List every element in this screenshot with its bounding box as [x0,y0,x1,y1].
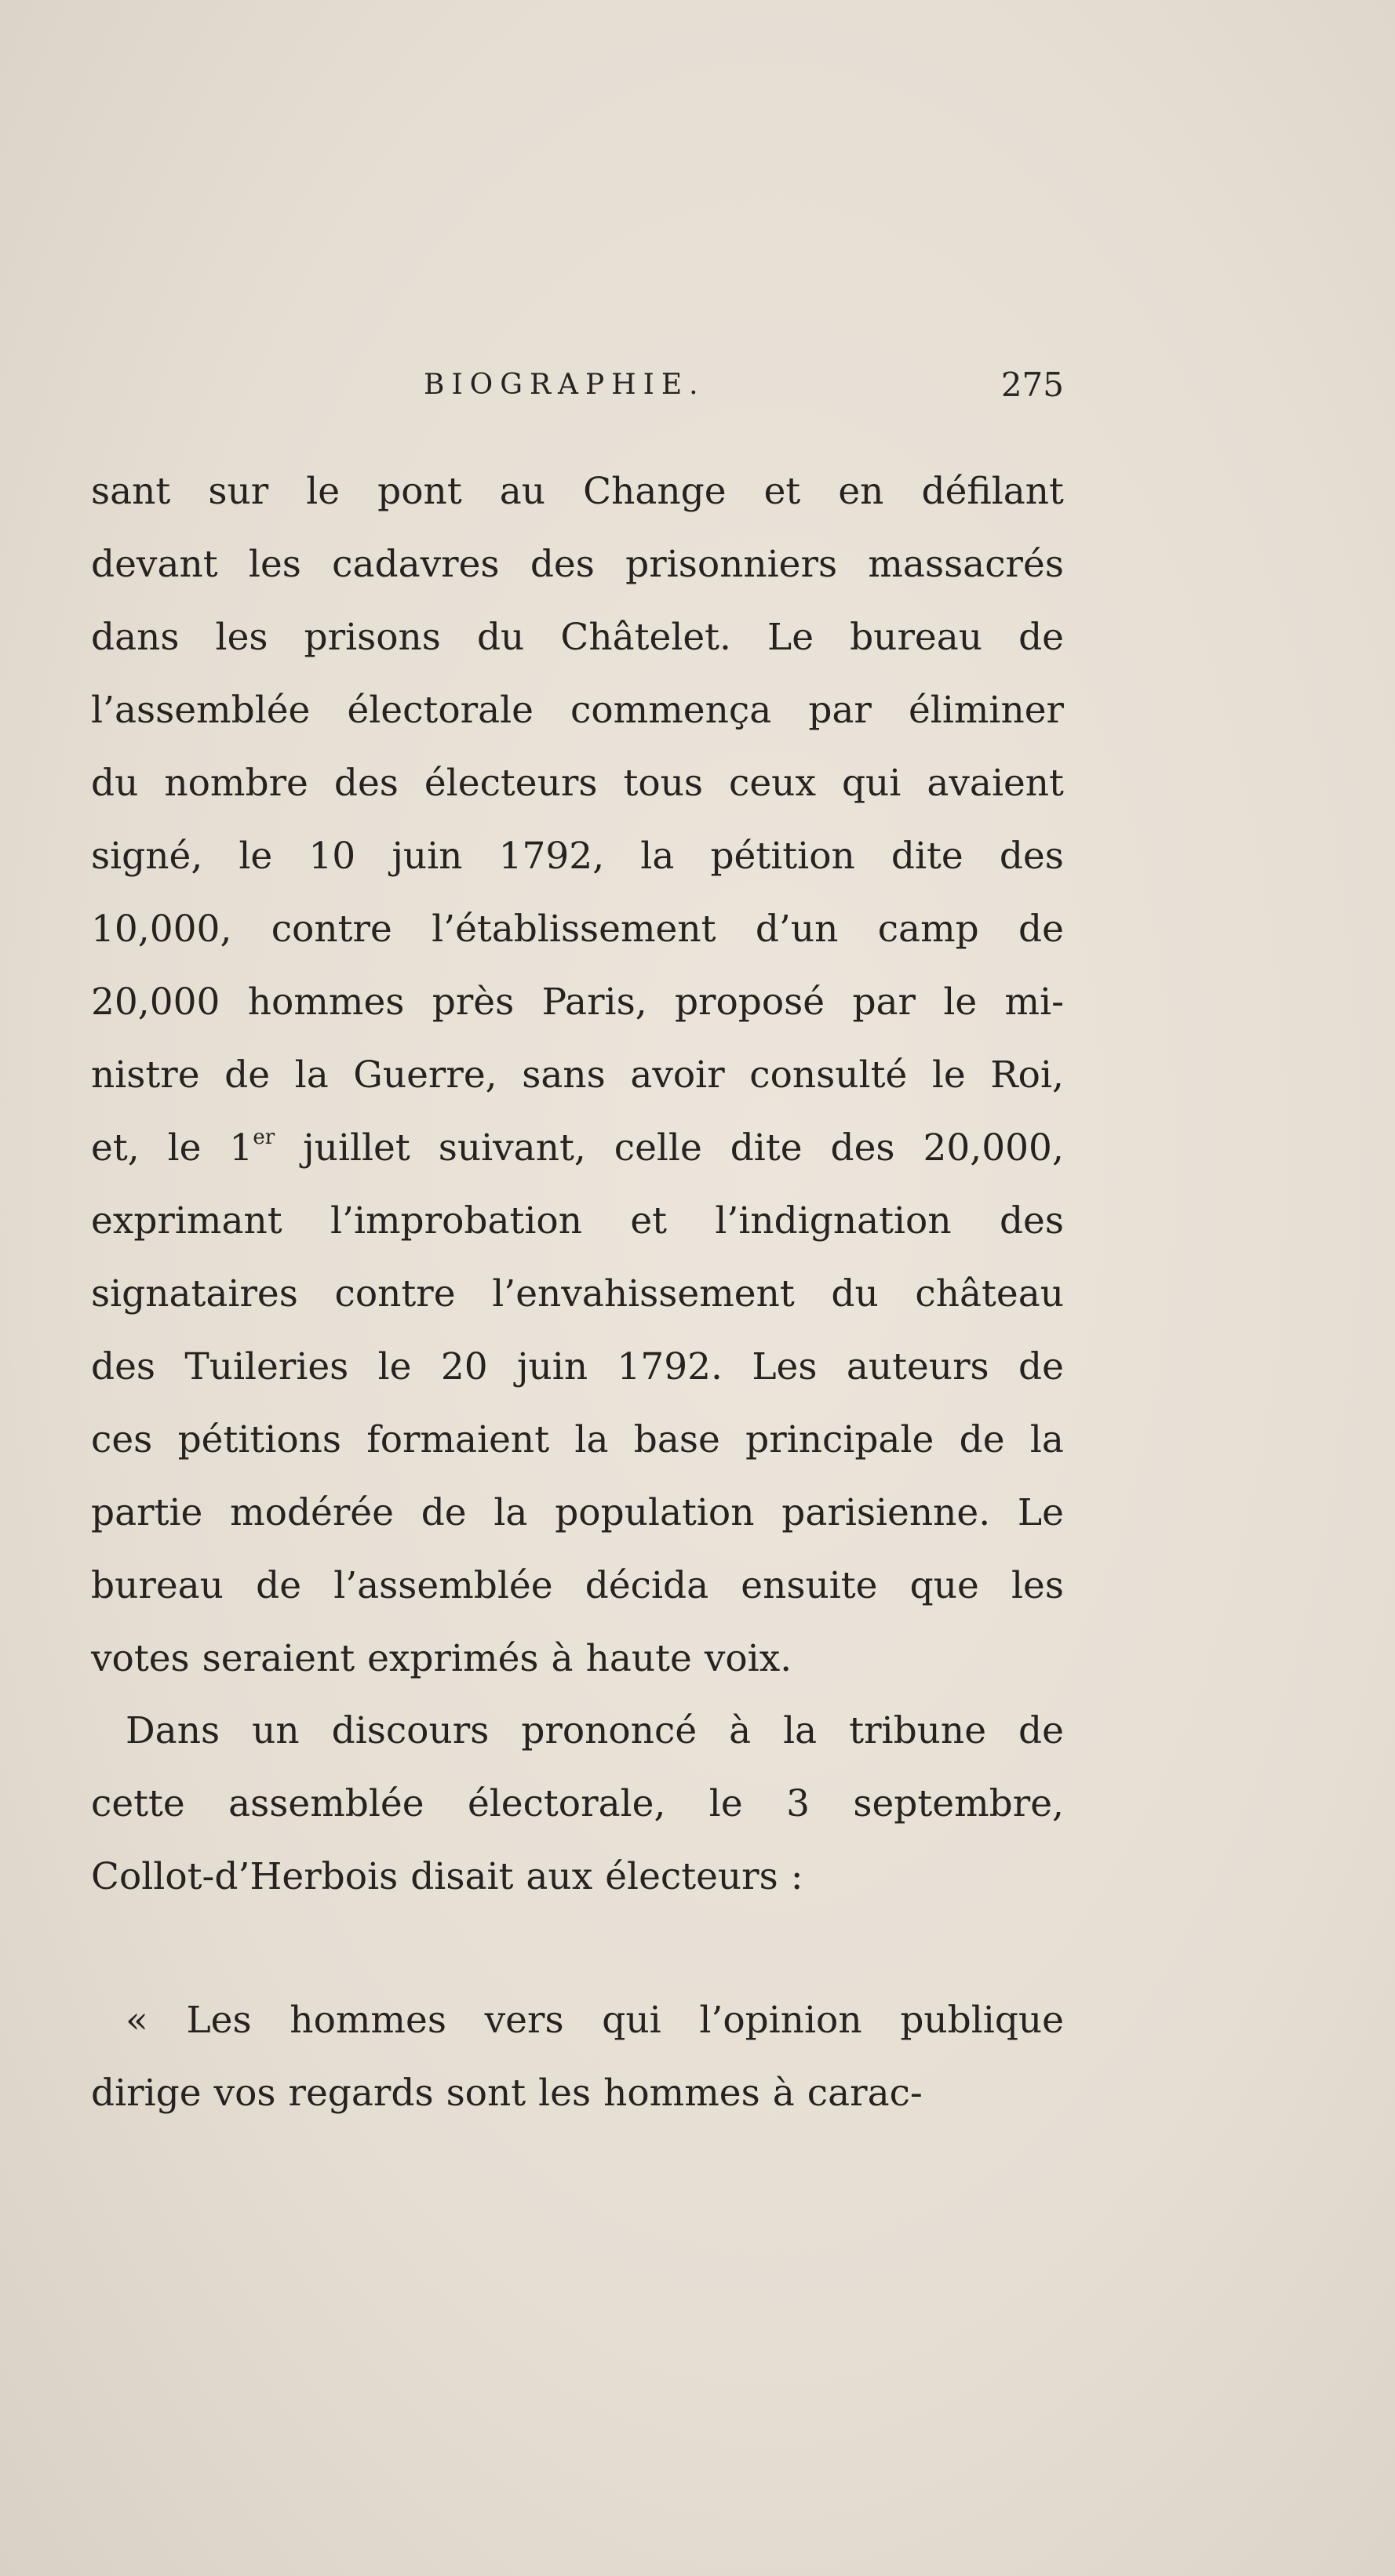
word: juin [516,1345,588,1388]
word: des [333,762,399,805]
word: l’improbation [330,1199,582,1243]
word: regards [288,2072,434,2115]
word: la [574,1418,609,1461]
word: l’indignation [715,1199,952,1243]
word: contre [334,1272,456,1315]
word: l’assemblée [91,689,311,732]
word: dirige [91,2072,202,2115]
word: mi- [1004,981,1064,1024]
word: de [421,1491,467,1534]
word: de [256,1564,302,1607]
word: votes [91,1637,190,1680]
word: à [772,2072,795,2115]
word: juin [392,835,463,878]
word: par [852,981,916,1024]
text-line [91,455,1064,528]
word: du [476,616,525,659]
word: le [943,981,978,1024]
word: principale [745,1418,934,1461]
word: et [763,470,801,513]
word: prisons [304,616,441,659]
text-line [91,1112,1064,1184]
word: consulté [749,1053,908,1097]
word: le [167,1126,202,1170]
running-title: BIOGRAPHIE. [424,369,705,401]
word: pétition [710,835,855,878]
word: l’opinion [699,1999,862,2042]
word: qui [841,762,901,805]
word: exprimés [367,1637,539,1680]
word: « [126,1999,148,2042]
word: à [729,1709,752,1752]
word: de [224,1053,271,1097]
word: du [91,762,139,805]
word: Change [583,470,727,513]
page-number: 275 [1000,366,1064,404]
word: la [494,1491,528,1534]
word: publique [900,1999,1064,2042]
word: défilant [921,470,1064,513]
word: le [931,1053,966,1097]
word: décida [585,1564,709,1607]
word: camp [877,908,979,951]
word: l’envahissement [492,1272,795,1315]
word: haute [585,1637,692,1680]
word: de [959,1418,1005,1461]
word: formaient [366,1418,550,1461]
word: qui [602,1999,661,2042]
word: bureau [850,616,983,659]
word: parisienne. [781,1491,991,1534]
text-line [91,966,1064,1039]
word: aux [526,1855,593,1898]
word: assemblée [228,1782,424,1825]
word: à [551,1637,574,1680]
word: du [831,1272,879,1315]
word: Roi, [990,1053,1064,1097]
word: sur [208,470,269,513]
word: les [538,2072,592,2115]
word: nistre [91,1053,200,1097]
word: modérée [230,1491,394,1534]
paragraph-1 [91,455,1064,1695]
word: pétitions [177,1418,342,1461]
running-head [91,361,1064,424]
text-line [91,1403,1064,1476]
word: sont [446,2072,526,2115]
text-line [91,601,1064,674]
word: Le [767,616,814,659]
word: exprimant [91,1199,282,1243]
word: le [239,835,273,878]
word: 10 [308,835,356,878]
word: disait [410,1855,514,1898]
word: Les [186,1999,252,2042]
word: ces [91,1418,153,1461]
word: suivant, [438,1126,586,1170]
word: celle [614,1126,702,1170]
word: éliminer [908,689,1064,732]
paragraph-2 [91,1694,1064,1913]
word: des [999,835,1064,878]
word: Collot-d’Herbois [91,1855,399,1898]
word: la [294,1053,329,1097]
word: de [1018,1345,1064,1388]
word: contre [271,908,392,951]
word: carac- [807,2072,923,2115]
word: prononcé [521,1709,698,1752]
word: hommes [247,981,405,1024]
word: électorale [347,689,534,732]
word: 10,000, [91,908,232,951]
word: juillet [303,1126,410,1170]
word: des [91,1345,156,1388]
word: l’établissement [432,908,716,951]
word: auteurs [846,1345,989,1388]
word: bureau [91,1564,224,1607]
text-line [91,2057,1064,2130]
word: par [808,689,872,732]
word: seraient [202,1637,355,1680]
word: tribune [849,1709,987,1752]
word: signataires [91,1272,298,1315]
word: le [708,1782,743,1825]
word: septembre, [853,1782,1064,1825]
word: sant [91,470,171,513]
word: tous [623,762,704,805]
word: électorale, [467,1782,666,1825]
word: avoir [630,1053,725,1097]
word: le [306,470,341,513]
word: les [248,543,301,586]
word: château [915,1272,1064,1315]
word: l’assemblée [333,1564,553,1607]
word: sans [522,1053,606,1097]
word: la [1029,1418,1064,1461]
word: population [555,1491,755,1534]
word: voix. [704,1637,792,1680]
word: les [215,616,268,659]
word: et [630,1199,668,1243]
word: base [633,1418,720,1461]
word: signé, [91,835,203,878]
word: commença [570,689,772,732]
word: 3 [786,1782,810,1825]
word: Tuileries [184,1345,349,1388]
word: 20,000, [923,1126,1064,1170]
word: de [1018,616,1064,659]
word: : [790,1855,803,1898]
word: de [1018,1709,1064,1752]
word: un [252,1709,300,1752]
word: pont [377,470,462,513]
text-line [91,1039,1064,1112]
word: d’un [755,908,839,951]
word: près [432,981,515,1024]
word: Guerre, [353,1053,497,1097]
text-line [91,528,1064,601]
word: vos [213,2072,276,2115]
word: dite [730,1126,803,1170]
text-line [91,1330,1064,1403]
text-line [91,1549,1064,1622]
text-line [91,893,1064,966]
word: proposé [674,981,825,1024]
word: 1792, [498,835,605,878]
word: cadavres [332,543,500,586]
paragraph-3 [91,1984,1064,2130]
word: partie [91,1491,203,1534]
word: hommes [290,1999,446,2042]
text-line [91,747,1064,820]
word: la [783,1709,818,1752]
word: électeurs [605,1855,778,1898]
word: les [1011,1564,1064,1607]
word: avaient [927,762,1064,805]
word: et, [91,1126,140,1170]
word: Dans [126,1709,220,1752]
word: vers [484,1999,564,2042]
word: massacrés [868,543,1064,586]
word: nombre [164,762,308,805]
word: des [999,1199,1064,1243]
word: Le [1017,1491,1064,1534]
word: ensuite [741,1564,878,1607]
text-line [91,1257,1064,1330]
word: Les [752,1345,818,1388]
word: au [499,470,546,513]
word: électeurs [424,762,598,805]
word: le [377,1345,412,1388]
text-line [91,1840,1064,1913]
word: des [830,1126,895,1170]
text-line [91,1622,1064,1695]
word: 1792. [617,1345,723,1388]
word: 1er [229,1126,275,1170]
text-line [91,674,1064,747]
word: discours [331,1709,490,1752]
text-line [91,820,1064,893]
word: que [909,1564,979,1607]
word: en [838,470,884,513]
word: devant [91,543,218,586]
word: la [640,835,675,878]
word: dite [891,835,963,878]
word: des [530,543,595,586]
text-line [91,1184,1064,1257]
word: prisonniers [625,543,838,586]
word: ceux [729,762,816,805]
word: cette [91,1782,185,1825]
word: Châtelet. [560,616,731,659]
word: hommes [603,2072,760,2115]
word: dans [91,616,180,659]
word: 20,000 [91,981,220,1024]
text-line [91,1984,1064,2057]
text-line [91,1476,1064,1549]
word: de [1018,908,1064,951]
word: 20 [440,1345,488,1388]
text-line [91,1694,1064,1767]
text-line [91,1767,1064,1840]
word: Paris, [541,981,647,1024]
